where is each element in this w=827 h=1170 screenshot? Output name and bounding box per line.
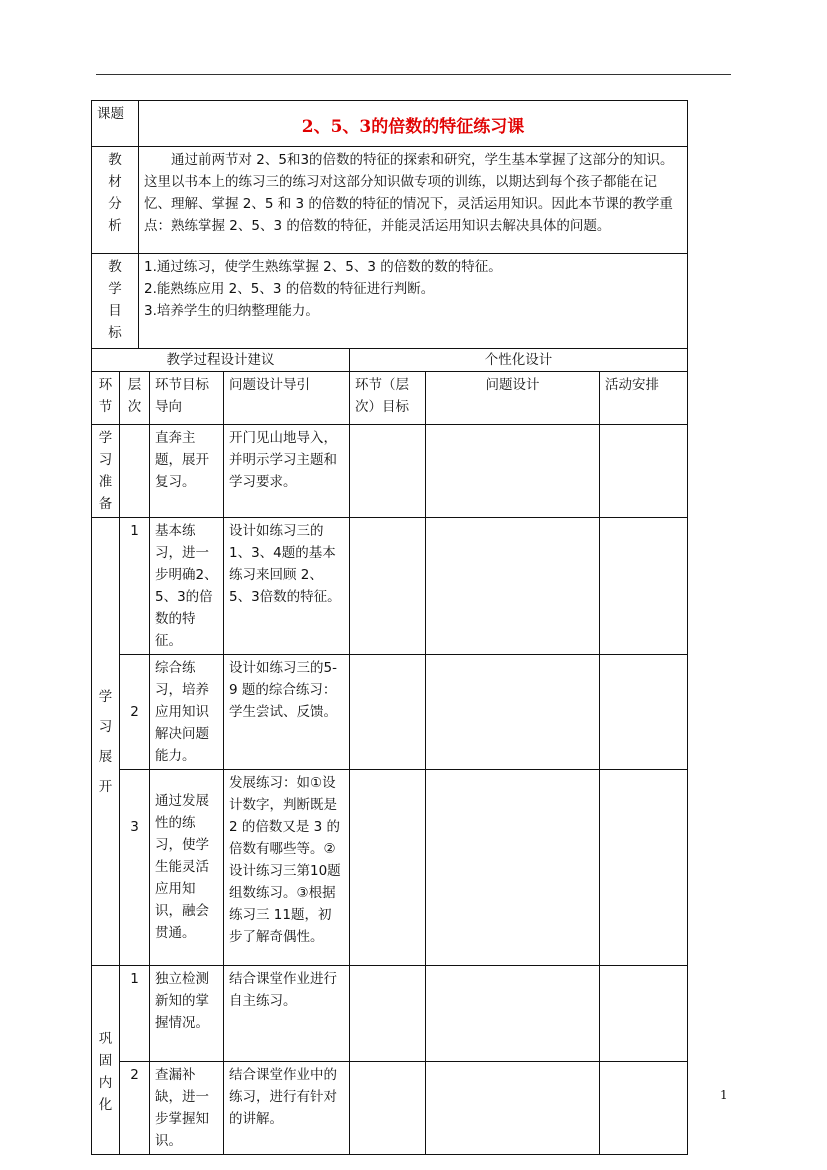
blank-cell [350, 518, 426, 655]
blank-cell [350, 655, 426, 770]
table-row [92, 1062, 688, 1155]
page-number: 1 [720, 1088, 728, 1102]
blank-cell [426, 518, 600, 655]
blank-cell [600, 655, 688, 770]
question-cell: 结合课堂作业进行自主练习。 [224, 966, 350, 1062]
level-cell: 2 [120, 655, 150, 770]
col-header-stage-goal: 环节（层次）目标 [350, 372, 426, 425]
goal-cell: 直奔主题，展开复习。 [150, 425, 224, 518]
question-cell: 设计如练习三的5-9 题的综合练习：学生尝试、反馈。 [224, 655, 350, 770]
section-header-right: 个性化设计 [350, 349, 688, 372]
level-cell [120, 425, 150, 518]
goals-label: 教 学 目 标 [92, 254, 139, 349]
blank-cell [600, 770, 688, 966]
question-cell: 开门见山地导入，并明示学习主题和学习要求。 [224, 425, 350, 518]
lesson-title: 2、5、3的倍数的特征练习课 [139, 101, 688, 147]
question-cell: 结合课堂作业中的练习，进行有针对的讲解。 [224, 1062, 350, 1155]
blank-cell [426, 425, 600, 518]
goal-cell: 查漏补缺，进一步掌握知识。 [150, 1062, 224, 1155]
blank-cell [350, 966, 426, 1062]
process-table [91, 348, 688, 1155]
col-header-level: 层 次 [120, 372, 150, 425]
blank-cell [426, 770, 600, 966]
lesson-info-table [91, 100, 688, 349]
blank-cell [600, 966, 688, 1062]
blank-cell [426, 1062, 600, 1155]
stage-name: 学 习 展 开 [92, 518, 120, 966]
level-cell: 1 [120, 966, 150, 1062]
table-row [92, 655, 688, 770]
goal-cell: 基本练习，进一步明确2、5、3的倍数的特征。 [150, 518, 224, 655]
table-row [92, 518, 688, 655]
goal-cell: 综合练习，培养应用知识解决问题能力。 [150, 655, 224, 770]
level-cell: 2 [120, 1062, 150, 1155]
goal-item: 1.通过练习，使学生熟练掌握 2、5、3 的倍数的数的特征。 [144, 259, 502, 275]
blank-cell [350, 770, 426, 966]
question-cell: 设计如练习三的1、3、4题的基本练习来回顾 2、5、3倍数的特征。 [224, 518, 350, 655]
analysis-label: 教 材 分 析 [92, 147, 139, 254]
table-row [92, 770, 688, 966]
table-row [92, 425, 688, 518]
course-label: 课题 [97, 106, 124, 122]
col-header-problem: 问题设计 [426, 372, 600, 425]
table-row [92, 966, 688, 1062]
goal-item: 3.培养学生的归纳整理能力。 [144, 303, 319, 319]
blank-cell [600, 518, 688, 655]
stage-name: 学 习 准 备 [92, 425, 120, 518]
goal-cell: 独立检测新知的掌握情况。 [150, 966, 224, 1062]
blank-cell [600, 1062, 688, 1155]
col-header-goal: 环节目标导向 [150, 372, 224, 425]
stage-name: 巩 固 内 化 [92, 966, 120, 1155]
level-cell: 1 [120, 518, 150, 655]
col-header-activity: 活动安排 [600, 372, 688, 425]
blank-cell [350, 425, 426, 518]
section-header-left: 教学过程设计建议 [92, 349, 350, 372]
blank-cell [426, 966, 600, 1062]
goal-item: 2.能熟练应用 2、5、3 的倍数的特征进行判断。 [144, 281, 435, 297]
goal-cell: 通过发展性的练习，使学生能灵活应用知识，融会贯通。 [150, 770, 224, 966]
header-rule [96, 74, 731, 75]
blank-cell [350, 1062, 426, 1155]
analysis-text: 通过前两节对 2、5和3的倍数的特征的探索和研究，学生基本掌握了这部分的知识。这里以书本上的练习三的练习对这部分知识做专项的训练，以期达到每个孩子都能在记忆、理解、掌握 2、5 和 3 的倍数的特征的情况下，灵活运用知识。因此本节课的教学重点：熟练掌握 2、5、3 的倍数的特征，并能灵活运用知识去解决具体的问题。 [139, 147, 688, 254]
blank-cell [426, 655, 600, 770]
question-cell: 发展练习：如①设计数字，判断既是2 的倍数又是 3 的倍数有哪些等。②设计练习三第10题组数练习。③根据练习三 11题，初步了解奇偶性。 [224, 770, 350, 966]
col-header-stage: 环 节 [92, 372, 120, 425]
blank-cell [600, 425, 688, 518]
goals-list [139, 254, 688, 349]
level-cell: 3 [120, 770, 150, 966]
course-label-cell [92, 101, 139, 147]
col-header-question: 问题设计导引 [224, 372, 350, 425]
